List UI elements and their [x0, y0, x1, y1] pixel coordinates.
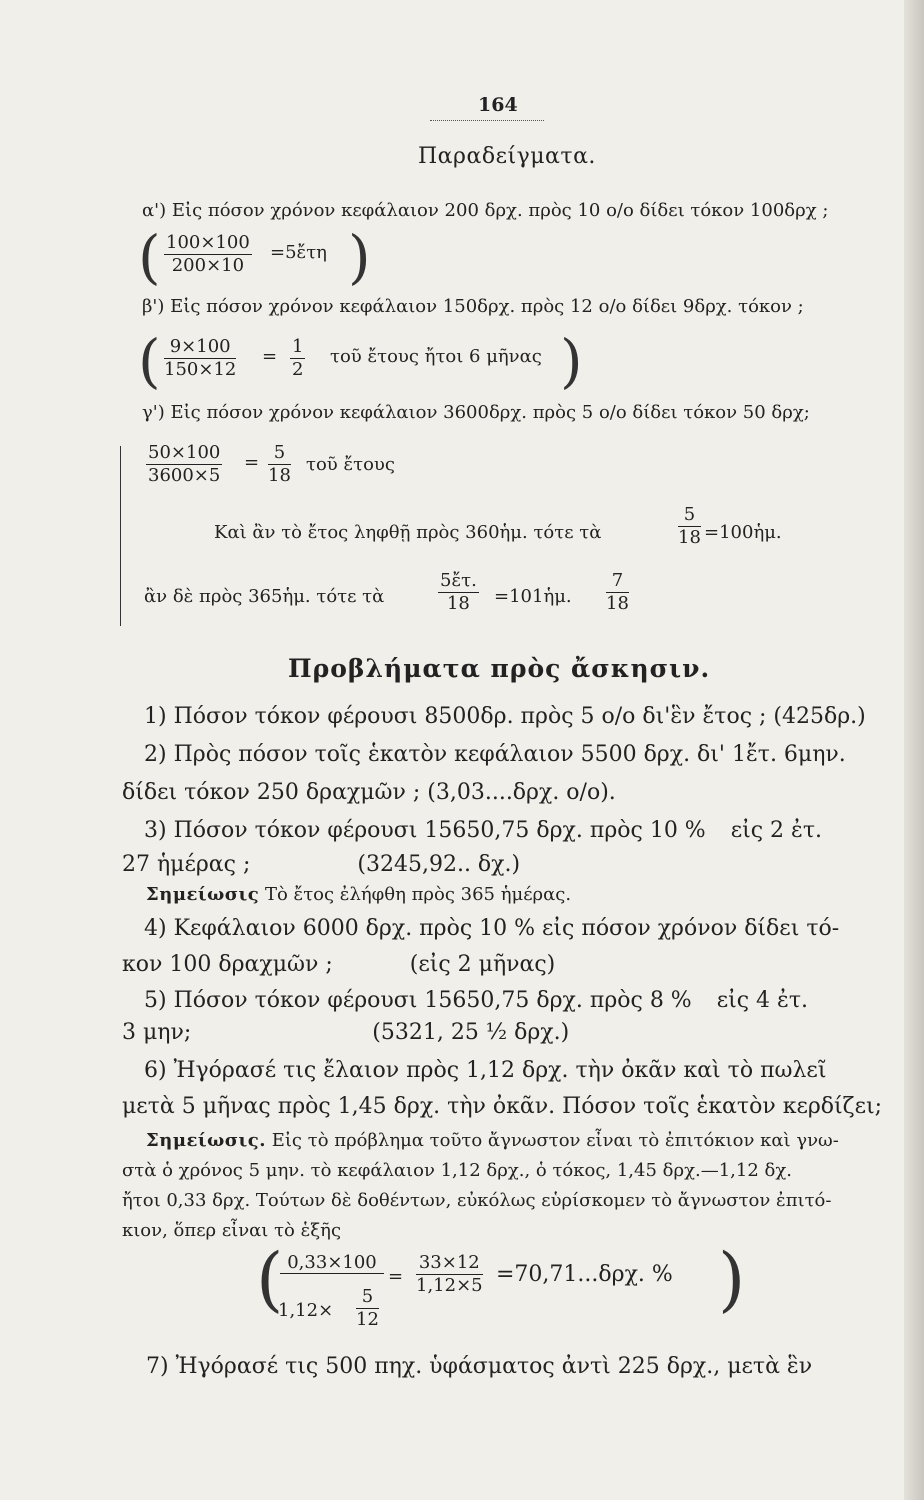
examples-heading: Παραδείγματα. — [418, 144, 596, 169]
left-paren: ( — [256, 1238, 284, 1320]
example-b-label: β') — [142, 296, 165, 317]
problem-5-months: 3 μην; — [122, 1020, 192, 1045]
formula-result: =70,71...δρχ. % — [496, 1262, 673, 1287]
fraction-numerator: 9×100 — [164, 336, 236, 359]
example-c-fraction — [146, 442, 222, 487]
fraction-denominator: 12 — [356, 1309, 379, 1330]
example-c-line2-result: =100ἡμ. — [704, 522, 782, 543]
formula-fraction-2 — [416, 1252, 483, 1297]
fraction-denominator: 18 — [606, 593, 629, 614]
example-b-question — [142, 296, 804, 317]
formula-inner-fraction — [356, 1286, 379, 1331]
note-1-heading: Σημείωσις — [146, 884, 260, 905]
problem-5-line1 — [144, 988, 808, 1013]
example-c-line3: ἂν δὲ πρὸς 365ἡμ. τότε τὰ — [144, 586, 385, 607]
problem-3-text: 3) Πόσον τόκον φέρουσι 15650,75 δρχ. πρὸς 10 % — [144, 818, 706, 843]
left-paren: ( — [138, 223, 161, 291]
problem-2-line1: 2) Πρὸς πόσον τοῖς ἑκατὸν κεφάλαιον 5500 δρχ. δι' 1ἔτ. 6μην. — [144, 742, 846, 767]
note-2-heading: Σημείωσις. — [146, 1130, 266, 1151]
example-c-question — [142, 402, 810, 423]
page-number-rule — [430, 120, 544, 121]
problem-5-text: 5) Πόσον τόκον φέρουσι 15650,75 δρχ. πρὸς 8 % — [144, 988, 692, 1013]
example-c-label: γ') — [142, 402, 165, 423]
right-paren: ) — [348, 223, 371, 291]
bracket-line — [120, 446, 121, 626]
fraction-numerator: 100×100 — [166, 232, 250, 253]
example-b-fraction — [164, 336, 236, 381]
example-c-line3-fraction — [438, 570, 479, 615]
problem-6-line2: μετὰ 5 μῆνας πρὸς 1,45 δρχ. τὴν ὀκᾶν. Πόσον τοῖς ἑκατὸν κερδίζει; — [122, 1094, 883, 1119]
problem-5-line2 — [122, 1020, 569, 1045]
problem-3-answer: (3245,92.. δχ.) — [357, 852, 521, 877]
problem-4-line1: 4) Κεφάλαιον 6000 δρχ. πρὸς 10 % εἰς πόσον χρόνον δίδει τό- — [144, 916, 840, 941]
fraction-numerator: 5 — [268, 442, 291, 465]
page-number: 164 — [478, 94, 518, 116]
fraction-denominator: 1,12×5 — [416, 1275, 483, 1296]
note-2-line2: στὰ ὁ χρόνος 5 μην. τὸ κεφάλαιον 1,12 δρχ., ὁ τόκος, 1,45 δρχ.—1,12 δχ. — [122, 1160, 792, 1181]
example-c-line2-fraction — [678, 504, 701, 549]
right-paren: ) — [560, 327, 583, 395]
equals-sign: = — [388, 1266, 404, 1287]
fraction-denominator: 18 — [678, 527, 701, 548]
note-1 — [146, 884, 571, 905]
problem-3-days: 27 ἡμέρας ; — [122, 852, 251, 877]
fraction-denominator: 3600×5 — [148, 465, 221, 486]
problem-1: 1) Πόσον τόκον φέρουσι 8500δρ. πρὸς 5 ο/ο δι'ἓν ἔτος ; (425δρ.) — [144, 704, 866, 729]
example-c-fraction-2 — [268, 442, 291, 487]
problem-2-line2: δίδει τόκον 250 δραχμῶν ; (3,03....δρχ. ο/ο). — [122, 780, 616, 805]
formula-numerator-1: 0,33×100 — [280, 1252, 384, 1274]
fraction-numerator: 33×12 — [416, 1252, 483, 1275]
note-2-text: Εἰς τὸ πρόβλημα τοῦτο ἄγνωστον εἶναι τὸ ἐπιτόκιον καὶ γνω- — [271, 1130, 839, 1151]
problem-5-end: εἰς 4 ἐτ. — [716, 988, 809, 1013]
equals-sign: = — [262, 346, 278, 367]
fraction-denominator: 18 — [446, 593, 470, 614]
example-a-question — [142, 200, 828, 221]
example-b-tail: τοῦ ἔτους ἤτοι 6 μῆνας — [330, 346, 542, 367]
problem-5-answer: (5321, 25 ½ δρχ.) — [372, 1020, 570, 1045]
note-2-line3: ἤτοι 0,33 δρχ. Τούτων δὲ δοθέντων, εὐκόλως εὑρίσκομεν τὸ ἄγνωστον ἐπιτό- — [122, 1190, 832, 1211]
problem-4-text: κον 100 δραχμῶν ; — [122, 952, 333, 977]
fraction-denominator: 200×10 — [171, 255, 245, 276]
example-a-text: Εἰς πόσον χρόνον κεφάλαιον 200 δρχ. πρὸς 10 ο/ο δίδει τόκον 100δρχ ; — [171, 200, 829, 221]
example-c-line3-result: =101ἡμ. — [494, 586, 572, 607]
left-paren: ( — [138, 327, 161, 395]
example-a-fraction — [164, 232, 252, 277]
note-1-text: Τὸ ἔτος ἐλήφθη πρὸς 365 ἡμέρας. — [264, 884, 572, 905]
example-b-text: Εἰς πόσον χρόνον κεφάλαιον 150δρχ. πρὸς 12 ο/ο δίδει 9δρχ. τόκον ; — [170, 296, 804, 317]
problem-3-end: εἰς 2 ἐτ. — [730, 818, 823, 843]
right-paren: ) — [718, 1238, 746, 1320]
problem-3-line2 — [122, 852, 520, 877]
fraction-denominator: 2 — [292, 359, 304, 380]
example-a-label: α') — [142, 200, 167, 221]
fraction-numerator: 5 — [678, 504, 701, 527]
example-c-text: Εἰς πόσον χρόνον κεφάλαιον 3600δρχ. πρὸς 5 ο/ο δίδει τόκον 50 δρχ; — [170, 402, 810, 423]
fraction-numerator: 50×100 — [148, 442, 221, 463]
example-a-result: =5ἔτη — [270, 242, 327, 263]
problem-4-line2 — [122, 952, 555, 977]
example-c-line3-fraction-2 — [606, 570, 629, 615]
fraction-numerator: 5 — [356, 1286, 379, 1309]
example-c-tail: τοῦ ἔτους — [306, 454, 395, 475]
problems-title: Προβλήματα πρὸς ἄσκησιν. — [288, 654, 711, 683]
fraction-numerator: 7 — [606, 570, 629, 593]
problem-3-line1 — [144, 818, 822, 843]
problem-4-answer: (εἰς 2 μῆνας) — [409, 952, 556, 977]
example-b-fraction-2 — [290, 336, 305, 381]
fraction-numerator: 1 — [292, 336, 304, 357]
formula-denominator-1: 1,12× — [278, 1300, 334, 1321]
fraction-numerator: 5ἔτ. — [440, 570, 477, 591]
equals-sign: = — [244, 452, 260, 473]
fraction-denominator: 150×12 — [164, 359, 237, 380]
problem-7: 7) Ἠγόρασέ τις 500 πηχ. ὑφάσματος ἀντὶ 225 δρχ., μετὰ ἓν — [146, 1354, 813, 1379]
problem-6-line1: 6) Ἠγόρασέ τις ἔλαιον πρὸς 1,12 δρχ. τὴν ὀκᾶν καὶ τὸ πωλεῖ — [144, 1058, 827, 1083]
example-c-line2: Καὶ ἂν τὸ ἔτος ληφθῇ πρὸς 360ἡμ. τότε τὰ — [214, 522, 602, 543]
note-2-line1 — [146, 1130, 839, 1151]
note-2-line4: κιον, ὅπερ εἶναι τὸ ἑξῆς — [122, 1220, 342, 1241]
page-edge-shadow — [904, 0, 924, 1500]
fraction-denominator: 18 — [268, 465, 291, 486]
